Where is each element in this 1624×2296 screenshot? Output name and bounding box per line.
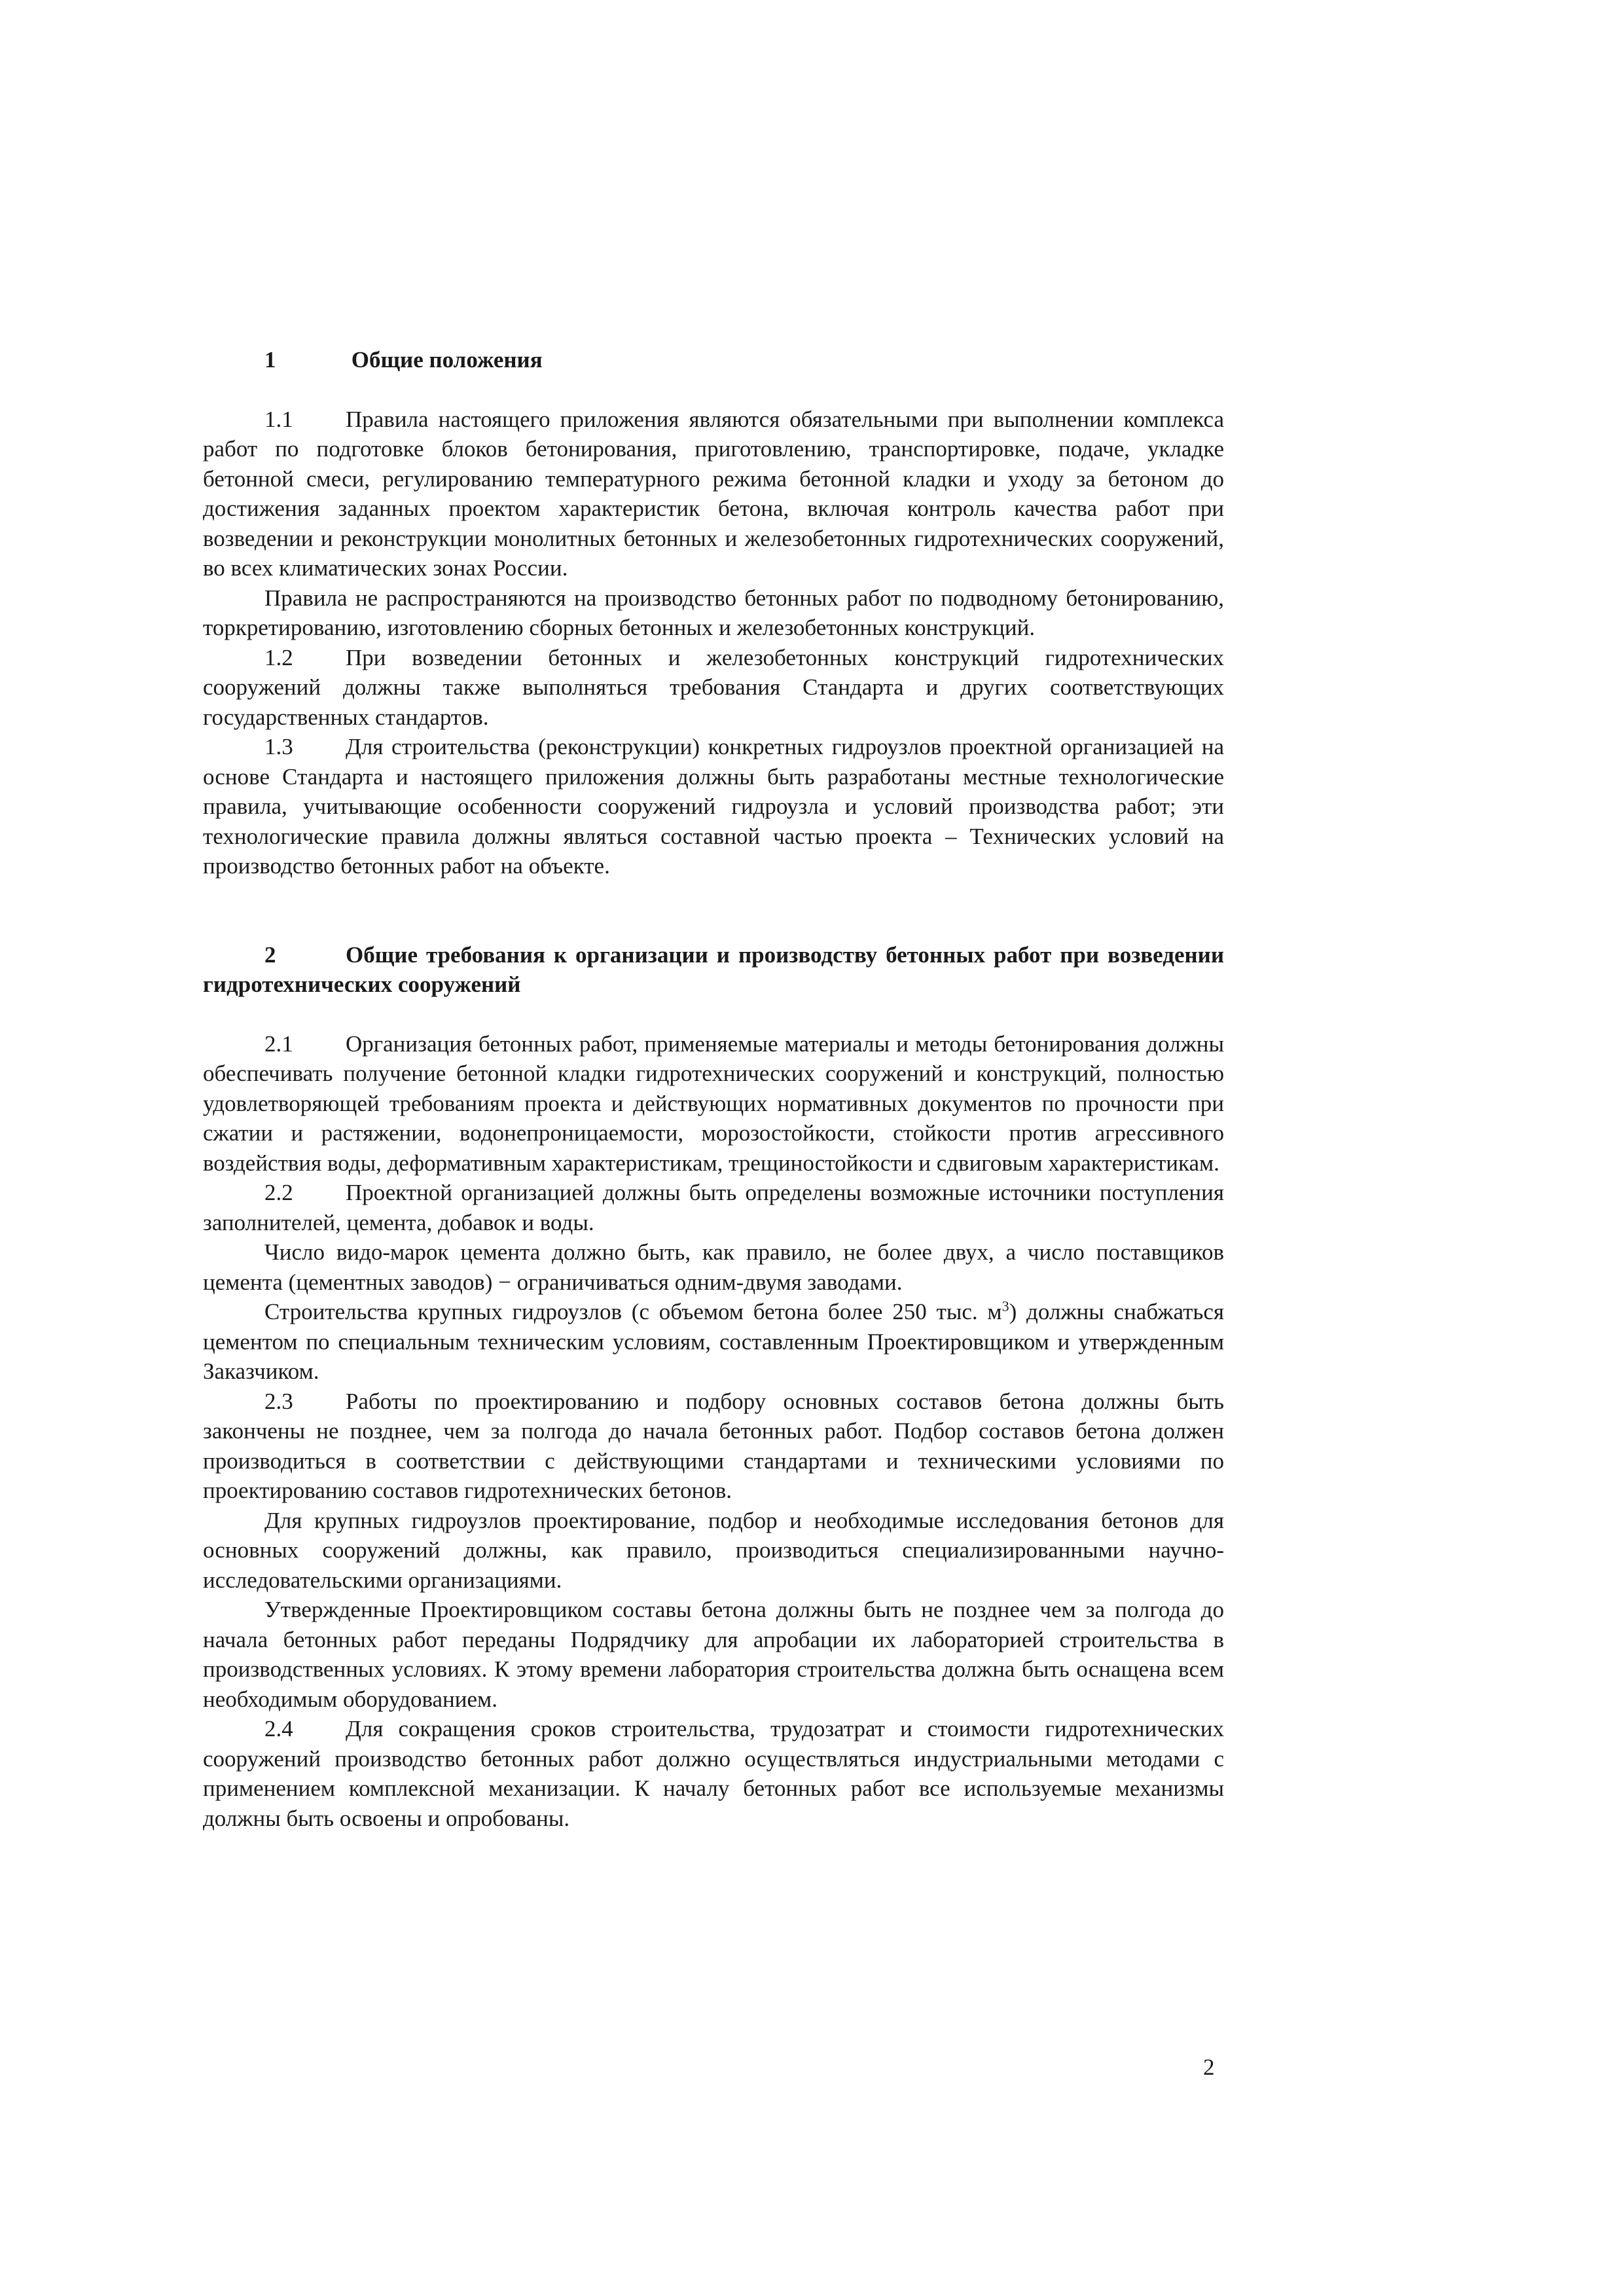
section-1-title: Общие положения [351, 347, 543, 373]
paragraph-number: 1.2 [264, 644, 293, 670]
section-2-heading: 2 Общие требования к организации и производству бетонных работ при возведении гидротехнических сооружений [203, 941, 1224, 997]
paragraph-text: Для крупных гидроузлов проектирование, подбор и необходимые исследования бетонов для основных сооружений должны, как правило, производиться специализированными научно-исследовательскими организациями. [203, 1507, 1224, 1593]
paragraph-text: Утвержденные Проектировщиком составы бетона должны быть не позднее чем за полгода до начала бетонных работ переданы Подрядчику для апробации их лабораторией строительства в производственных условиях. К этому времени лаборатория строительства должна быть оснащена всем необходимым оборудованием. [203, 1597, 1224, 1712]
paragraph-1-1 [203, 405, 1224, 583]
paragraph-number: 2.2 [264, 1180, 293, 1205]
paragraph-number: 2.4 [264, 1716, 293, 1741]
paragraph-2-3-b [203, 1506, 1224, 1595]
paragraph-text: Строительства крупных гидроузлов (с объемом бетона более 250 тыс. м [264, 1299, 1002, 1324]
paragraph-text: Для сокращения сроков строительства, трудозатрат и стоимости гидротехнических сооружений производство бетонных работ должно осуществляться индустриальными методами с применением комплексной механизации. К началу бетонных работ все используемые механизмы должны быть освоены и опробованы. [203, 1716, 1224, 1831]
paragraph-text: Организация бетонных работ, применяемые материалы и методы бетонирования должны обеспечивать получение бетонной кладки гидротехнических сооружений и конструкций, полностью удовлетворяющей требованиям проекта и действующих нормативных документов по прочности при сжатии и растяжении, водонепроницаемости, морозостойкости, стойкости против агрессивного воздействия воды, деформативным характеристикам, трещиностойкости и сдвиговым характеристикам. [203, 1030, 1224, 1176]
paragraph-2-4 [203, 1714, 1224, 1833]
paragraph-2-2 [203, 1178, 1224, 1237]
paragraph-1-1-b [203, 583, 1224, 643]
paragraph-2-3-c [203, 1595, 1224, 1714]
paragraph-text: Правила настоящего приложения являются обязательными при выполнении комплекса работ по подготовке блоков бетонирования, приготовлению, транспортировке, подаче, укладке бетонной смеси, регулированию температурного режима бетонной кладки и уходу за бетоном до достижения заданных проектом характеристик бетона, включая контроль качества работ при возведении и реконструкции монолитных бетонных и железобетонных гидротехнических сооружений, во всех климатических зонах России. [203, 406, 1224, 581]
paragraph-text: Число видо-марок цемента должно быть, как правило, не более двух, а число поставщиков цемента (цементных заводов) − ограничиваться одним-двумя заводами. [203, 1239, 1224, 1295]
paragraph-number: 2.1 [264, 1030, 293, 1057]
section-1-heading: 1 Общие положения [264, 347, 543, 373]
page-number: 2 [1203, 2054, 1215, 2080]
paragraph-2-2-c [203, 1297, 1224, 1387]
paragraph-2-1 [203, 1029, 1224, 1178]
paragraph-text: Проектной организацией должны быть определены возможные источники поступления заполнителей, цемента, добавок и воды. [203, 1180, 1224, 1235]
section-2-title: Общие требования к организации и производству бетонных работ при возведении гидротехнических сооружений [203, 941, 1224, 997]
superscript: 3 [1001, 1298, 1009, 1315]
paragraph-2-2-b [203, 1237, 1224, 1297]
paragraph-number: 1.1 [264, 406, 293, 432]
paragraph-1-2 [203, 643, 1224, 733]
paragraph-text: Для строительства (реконструкции) конкретных гидроузлов проектной организацией на основе Стандарта и настоящего приложения должны быть разработаны местные технологические правила, учитывающие особенности сооружений гидроузла и условий производства работ; эти технологические правила должны являться составной частью проекта – Технических условий на производство бетонных работ на объекте. [203, 734, 1224, 879]
paragraph-number: 2.3 [264, 1388, 293, 1414]
document-body [203, 345, 1224, 1833]
paragraph-text: Правила не распространяются на производство бетонных работ по подводному бетонированию, торкретированию, изготовлению сборных бетонных и железобетонных конструкций. [203, 585, 1224, 640]
paragraph-text: При возведении бетонных и железобетонных конструкций гидротехнических сооружений должны также выполняться требования Стандарта и других соответствующих государственных стандартов. [203, 644, 1224, 730]
paragraph-text: ) должны снабжаться цементом по специальным техническим условиям, составленным Проектировщиком и утвержденным Заказчиком. [203, 1299, 1224, 1384]
paragraph-text: Работы по проектированию и подбору основных составов бетона должны быть закончены не позднее, чем за полгода до начала бетонных работ. Подбор составов бетона должен производиться в соответствии с действующими стандартами и техническими условиями по проектированию составов гидротехнических бетонов. [203, 1388, 1224, 1503]
paragraph-1-3 [203, 732, 1224, 881]
paragraph-number: 1.3 [264, 734, 293, 759]
paragraph-2-3 [203, 1387, 1224, 1506]
